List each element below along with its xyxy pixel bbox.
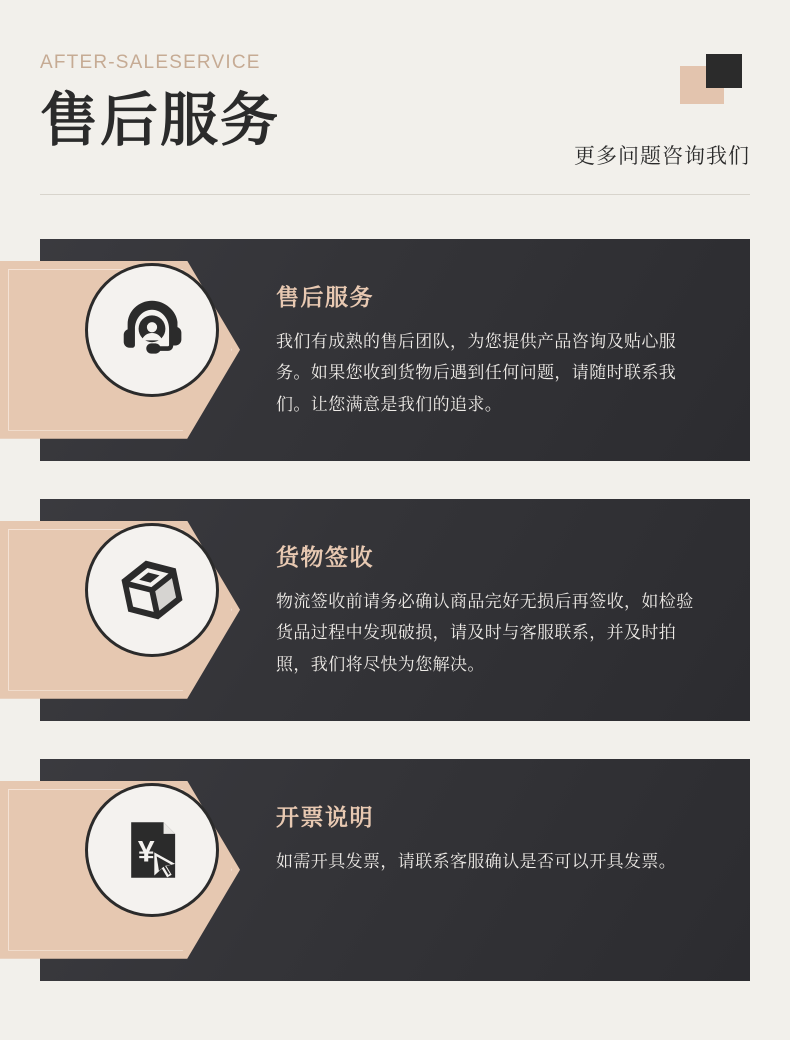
page-subtitle: 更多问题咨询我们 bbox=[574, 145, 750, 168]
card-text: 如需开具发票，请联系客服确认是否可以开具发票。 bbox=[276, 851, 677, 871]
headset-support-icon bbox=[85, 263, 219, 397]
service-card bbox=[40, 759, 750, 981]
service-card bbox=[40, 239, 750, 461]
card-body bbox=[276, 279, 710, 420]
header-divider bbox=[40, 194, 750, 195]
card-text: 我们有成熟的售后团队，为您提供产品咨询及贴心服务。如果您收到货物后遇到任何问题，请随时联系我们。让您满意是我们的追求。 bbox=[276, 331, 677, 414]
page-header bbox=[40, 0, 750, 195]
card-text: 物流签收前请务必确认商品完好无损后再签收，如检验货品过程中发现破损，请及时与客服联系，并及时拍照，我们将尽快为您解决。 bbox=[276, 591, 694, 674]
card-title: 开票说明 bbox=[276, 803, 374, 830]
service-card-list bbox=[40, 239, 750, 981]
page-title: 售后服务 bbox=[40, 87, 281, 153]
card-body bbox=[276, 799, 710, 877]
decorative-squares bbox=[680, 54, 750, 104]
svg-text:¥: ¥ bbox=[137, 835, 155, 869]
card-title: 货物签收 bbox=[276, 543, 374, 570]
card-title: 售后服务 bbox=[276, 283, 374, 310]
card-body bbox=[276, 539, 710, 680]
invoice-yuan-cursor-icon bbox=[85, 783, 219, 917]
page-eyebrow: AFTER-SALESERVICE bbox=[40, 52, 261, 73]
package-box-icon bbox=[85, 523, 219, 657]
decorative-square-dark bbox=[706, 54, 742, 88]
service-card bbox=[40, 499, 750, 721]
